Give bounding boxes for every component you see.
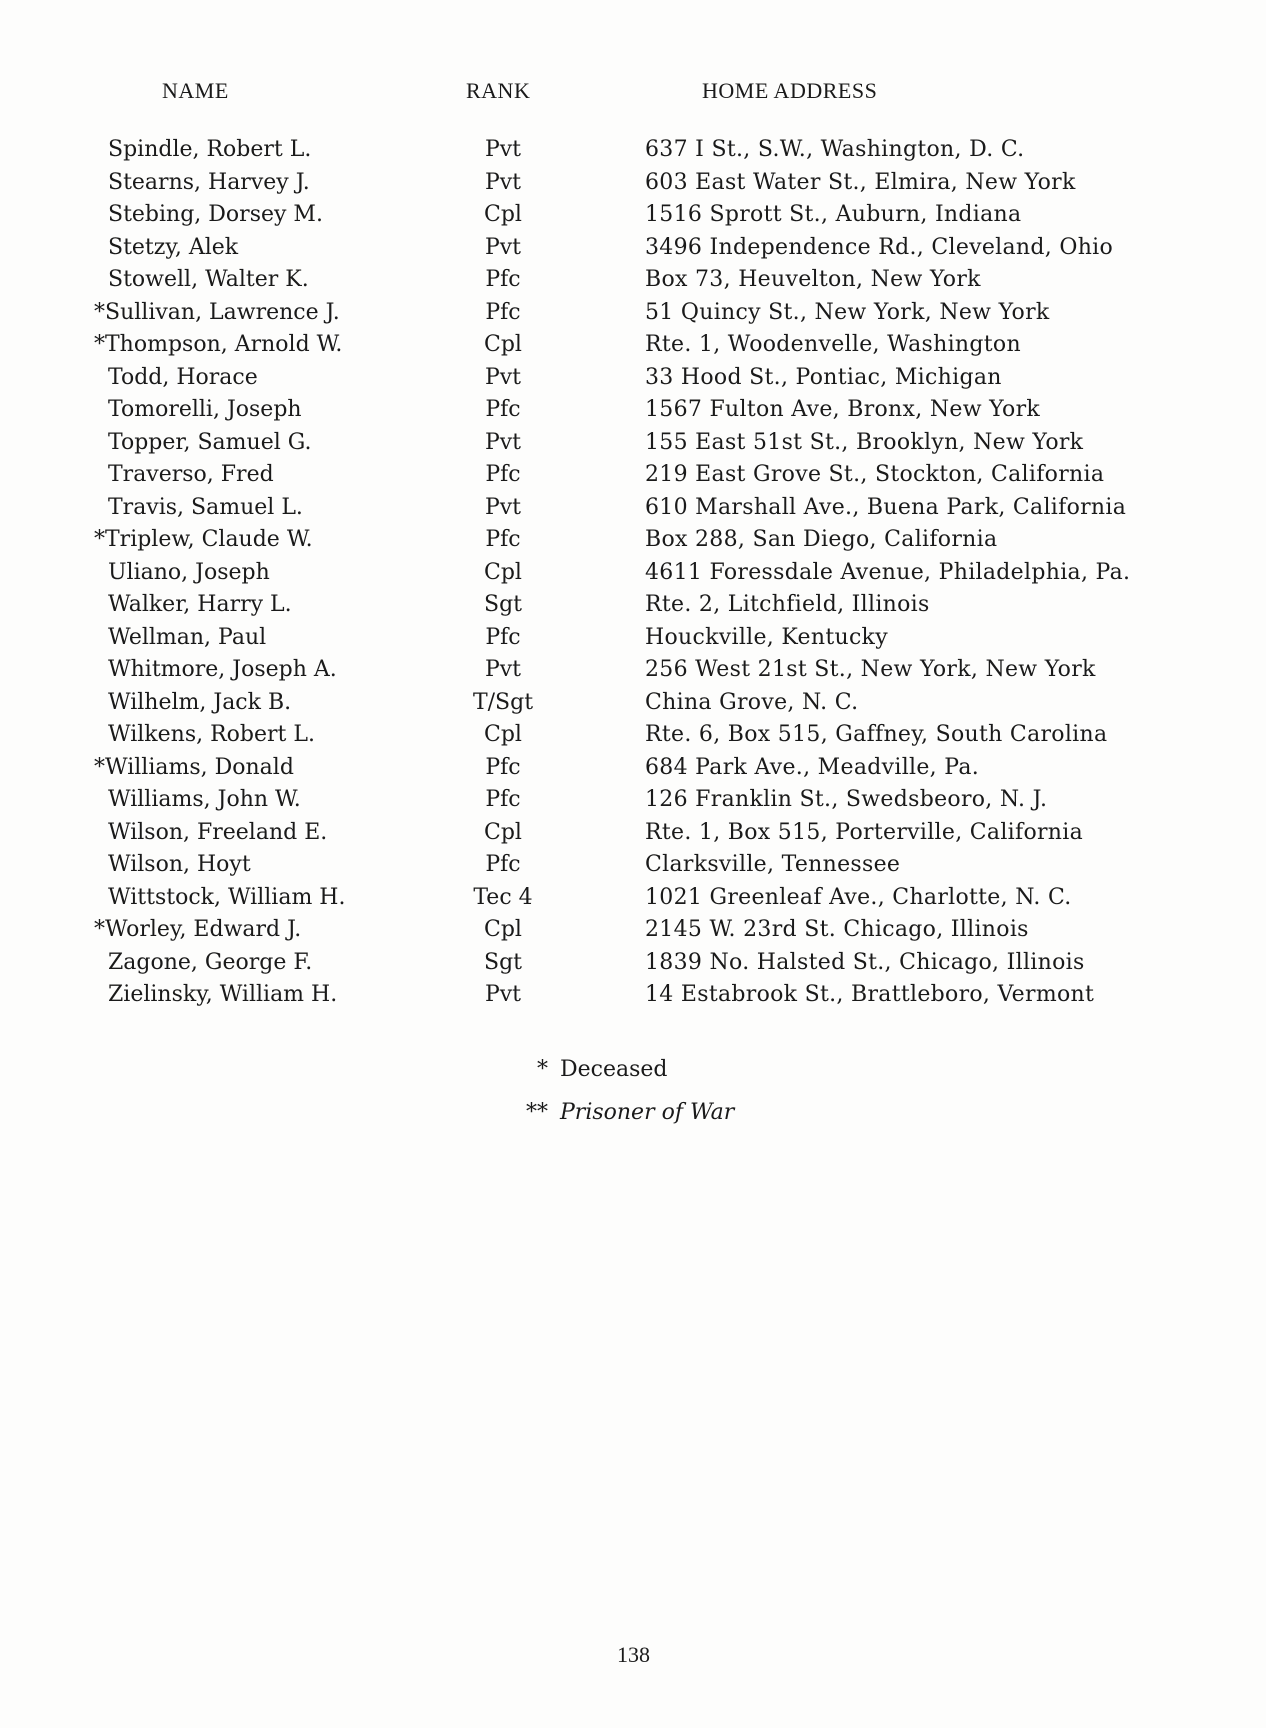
cell-address: Houckville, Kentucky: [645, 624, 888, 650]
cell-rank: Pfc: [485, 754, 521, 780]
table-row: [0, 885, 1266, 918]
table-row: [0, 202, 1266, 235]
column-header-address: HOME ADDRESS: [702, 78, 878, 103]
table-row: [0, 625, 1266, 658]
cell-address: China Grove, N. C.: [645, 689, 859, 715]
table-row: [0, 982, 1266, 1015]
cell-name: Stowell, Walter K.: [108, 267, 309, 292]
cell-address: 684 Park Ave., Meadville, Pa.: [645, 754, 980, 780]
legend-deceased-label: Deceased: [560, 1057, 668, 1082]
cell-rank: Pvt: [484, 982, 522, 1007]
cell-name: *Triplew, Claude W.: [94, 527, 313, 552]
cell-address: 1839 No. Halsted St., Chicago, Illinois: [645, 949, 1085, 975]
cell-rank: Pvt: [484, 364, 522, 390]
cell-name: Travis, Samuel L.: [108, 494, 303, 520]
cell-rank: Pfc: [485, 787, 521, 812]
cell-address: Rte. 6, Box 515, Gaffney, South Carolina: [645, 722, 1108, 747]
cell-name: Williams, John W.: [108, 787, 301, 812]
legend-pow-symbol: **: [526, 1100, 548, 1125]
cell-address: Box 73, Heuvelton, New York: [645, 267, 981, 292]
cell-rank: Sgt: [484, 592, 522, 617]
cell-rank: Cpl: [484, 917, 522, 942]
cell-rank: Pfc: [485, 527, 521, 552]
table-row: [0, 365, 1266, 398]
column-header-name: NAME: [162, 78, 229, 103]
table-row: [0, 787, 1266, 820]
legend-pow-label: Prisoner of War: [560, 1100, 735, 1125]
table-row: [0, 820, 1266, 853]
table-row: [0, 300, 1266, 333]
cell-address: 155 East 51st St., Brooklyn, New York: [645, 429, 1084, 455]
legend-pow: [518, 1100, 734, 1125]
table-row: [0, 755, 1266, 788]
cell-address: 51 Quincy St., New York, New York: [645, 299, 1050, 325]
cell-name: Zielinsky, William H.: [108, 982, 338, 1007]
table-row: [0, 560, 1266, 593]
cell-address: 603 East Water St., Elmira, New York: [645, 169, 1076, 195]
cell-name: Tomorelli, Joseph: [108, 397, 302, 422]
cell-rank: Pvt: [484, 494, 522, 520]
cell-address: 219 East Grove St., Stockton, California: [645, 462, 1105, 487]
cell-name: Wilhelm, Jack B.: [108, 689, 292, 715]
cell-rank: Cpl: [484, 332, 522, 357]
cell-name: Zagone, George F.: [108, 949, 313, 975]
cell-address: Rte. 1, Box 515, Porterville, California: [645, 819, 1084, 845]
legend-deceased-symbol: *: [537, 1057, 548, 1082]
cell-address: Clarksville, Tennessee: [645, 852, 901, 877]
table-row: [0, 397, 1266, 430]
cell-rank: Sgt: [484, 949, 522, 975]
legend-deceased: [518, 1057, 668, 1082]
cell-address: Rte. 1, Woodenvelle, Washington: [645, 332, 1021, 357]
cell-name: *Thompson, Arnold W.: [94, 332, 343, 357]
table-row: [0, 592, 1266, 625]
table-row: [0, 332, 1266, 365]
cell-address: 3496 Independence Rd., Cleveland, Ohio: [645, 234, 1114, 260]
table-row: [0, 267, 1266, 300]
cell-address: Rte. 2, Litchfield, Illinois: [645, 592, 930, 617]
table-row: [0, 495, 1266, 528]
table-row: [0, 527, 1266, 560]
cell-address: 256 West 21st St., New York, New York: [645, 657, 1096, 682]
cell-address: 2145 W. 23rd St. Chicago, Illinois: [645, 917, 1029, 942]
cell-rank: T/Sgt: [472, 689, 534, 715]
column-header-rank: RANK: [466, 78, 531, 103]
cell-name: Todd, Horace: [108, 364, 258, 390]
table-row: [0, 235, 1266, 268]
cell-rank: Cpl: [484, 559, 522, 585]
cell-name: Stearns, Harvey J.: [108, 169, 310, 195]
table-row: [0, 657, 1266, 690]
cell-rank: Tec 4: [473, 884, 533, 910]
cell-address: Box 288, San Diego, California: [645, 527, 998, 552]
cell-name: Traverso, Fred: [108, 462, 274, 487]
cell-address: 33 Hood St., Pontiac, Michigan: [645, 364, 1002, 390]
cell-name: Topper, Samuel G.: [108, 429, 312, 455]
cell-rank: Pfc: [485, 462, 521, 487]
table-row: [0, 170, 1266, 203]
cell-rank: Pvt: [484, 429, 522, 455]
page-number: 138: [617, 1642, 650, 1667]
table-row: [0, 917, 1266, 950]
cell-name: Wilson, Freeland E.: [108, 819, 328, 845]
cell-name: Stebing, Dorsey M.: [108, 202, 323, 227]
table-row: [0, 430, 1266, 463]
cell-rank: Pvt: [484, 234, 522, 260]
table-row: [0, 462, 1266, 495]
table-row: [0, 852, 1266, 885]
cell-rank: Pfc: [485, 624, 521, 650]
cell-name: Wilson, Hoyt: [108, 852, 251, 877]
cell-name: *Williams, Donald: [94, 754, 294, 780]
cell-name: Wilkens, Robert L.: [108, 722, 315, 747]
cell-rank: Cpl: [484, 819, 522, 845]
cell-name: Spindle, Robert L.: [108, 137, 312, 162]
cell-rank: Pfc: [485, 299, 521, 325]
cell-rank: Pvt: [484, 169, 522, 195]
roster-table: [0, 137, 1266, 1015]
cell-address: 1516 Sprott St., Auburn, Indiana: [645, 202, 1022, 227]
cell-rank: Cpl: [484, 202, 522, 227]
cell-rank: Pfc: [485, 397, 521, 422]
cell-name: Whitmore, Joseph A.: [108, 657, 337, 682]
cell-address: 4611 Foressdale Avenue, Philadelphia, Pa.: [645, 559, 1131, 585]
cell-rank: Pvt: [484, 137, 522, 162]
cell-name: Uliano, Joseph: [108, 559, 270, 585]
cell-address: 14 Estabrook St., Brattleboro, Vermont: [645, 982, 1095, 1007]
cell-address: 610 Marshall Ave., Buena Park, California: [645, 494, 1127, 520]
cell-name: Walker, Harry L.: [108, 592, 292, 617]
cell-name: Wittstock, William H.: [108, 884, 346, 910]
cell-name: Stetzy, Alek: [108, 234, 239, 260]
table-row: [0, 690, 1266, 723]
cell-rank: Pfc: [485, 267, 521, 292]
cell-rank: Pfc: [485, 852, 521, 877]
cell-name: *Sullivan, Lawrence J.: [94, 299, 340, 325]
cell-name: *Worley, Edward J.: [94, 917, 302, 942]
cell-rank: Cpl: [484, 722, 522, 747]
cell-rank: Pvt: [484, 657, 522, 682]
cell-address: 126 Franklin St., Swedsbeoro, N. J.: [645, 787, 1048, 812]
table-row: [0, 722, 1266, 755]
table-row: [0, 950, 1266, 983]
cell-address: 1567 Fulton Ave, Bronx, New York: [645, 397, 1041, 422]
cell-name: Wellman, Paul: [108, 624, 267, 650]
table-row: [0, 137, 1266, 170]
cell-address: 637 I St., S.W., Washington, D. C.: [645, 137, 1025, 162]
cell-address: 1021 Greenleaf Ave., Charlotte, N. C.: [645, 884, 1072, 910]
